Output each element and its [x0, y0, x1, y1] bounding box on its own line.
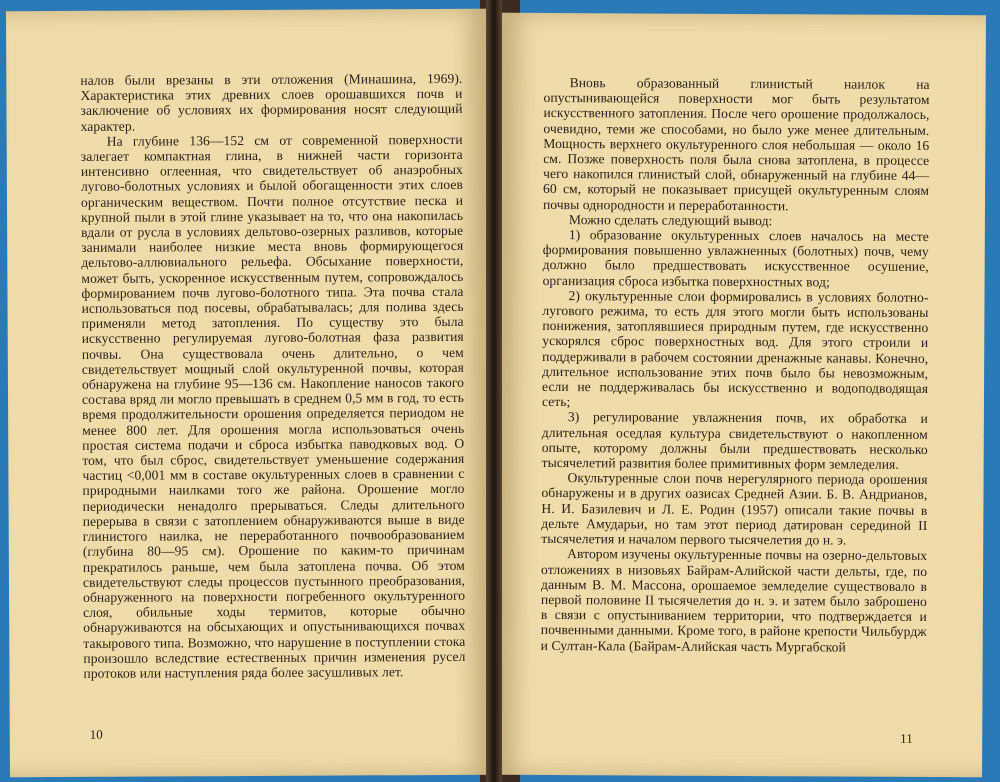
right-paragraph: 3) регулирование увлажнения почв, их обработка и длительная оседлая культура свидетельствуют о накопленном опыте, которому должны были предшествовать несколько тысячелетий развития более примитивных форм земледелия.: [541, 409, 928, 472]
right-paragraph: Автором изучены окультуренные почвы на озерно-дельтовых отложениях в низовьях Байрам-Алийской части дельты, где, по данным В. М. Массона, орошаемое земледелие существовало в первой половине II тысячелетия до н. э. и затем было заброшено в связи с опустыниванием территории, что подтверждается и почвенными данными. Кроме того, в районе крепости Чильбурдж и Султан-Кала (Байрам-Алийская часть Мургабской: [540, 546, 928, 655]
right-page: [496, 13, 986, 778]
page-number-left: 10: [89, 726, 103, 742]
left-paragraph: налов были врезаны в эти отложения (Минашина, 1969). Характеристика этих древних слоев орошавшихся почв и заключение об условиях их формирования носят следующий характер.: [80, 70, 463, 134]
left-page-text: [80, 71, 465, 681]
left-paragraph: На глубине 136—152 см от современной поверхности залегает компактная глина, в нижней части горизонта интенсивно оглеенная, что свидетельствует об анаэробных лугово-болотных условиях и былой обогащенности этих слоев органическим веществом. Почти полное отсутствие песка и крупной пыли в этой глине указывает на то, что она накопилась вдали от русла в условиях дельтово-озерных разливов, которые занимали наиболее низкие места вновь формирующегося дельтово-аллювиального рельефа. Обсыхание поверхности, может быть, ускоренное искусственным путем, сопровождалось формированием почв лугово-болотного типа. Эта почва стала использоваться под посевы, обрабатывалась; для полива здесь применяли метод затопления. По существу это была искусственно регулируемая лугово-болотная фаза развития почвы. Она существовала очень длительно, о чем свидетельствует мощный слой окультуренной почвы, которая обнаружена на глубине 95—136 см. Накопление наносов такого состава вряд ли могло превышать в среднем 0,5 мм в год, то есть время продолжительности орошения определяется периодом не менее 800 лет. Для орошения могла использоваться очень простая система подачи и сброса избытка паводковых вод. О том, что был сброс, свидетельствует уменьшение содержания частиц <0,001 мм в составе окультуренных слоев в сравнении с природными наилками того же района. Орошение могло периодически ненадолго прерываться. Следы длительного перерыва в связи с затоплением обнаруживаются выше в виде глинистого наилка, не переработанного почвообразованием (глубина 80—95 см). Орошение по каким-то причинам прекратилось раньше, чем была затоплена почва. Об этом свидетельствуют следы процессов пустынного преобразования, обнаруженного на поверхности погребенного окультуренного слоя, обильные ходы термитов, которые обычно обнаруживаются на обсыхающих и опустынивающихся почвах такырового типа. Возможно, что нарушение в поступлении стока произошло вследствие естественных причин изменения русел протоков или наступления ряда более засушливых лет.: [80, 131, 466, 681]
right-paragraph: 1) образование окультуренных слоев началось на месте формирования повышенно увлажненных (болотных) почв, чему должно было предшествовать искусственное осушение, организация сброса избытка поверхностных вод;: [542, 227, 929, 290]
right-paragraph: Вновь образованный глинистый наилок на опустынивающейся поверхности мог быть результатом искусственного затопления. После чего орошение продолжалось, очевидно, теми же способами, но было уже менее длительным. Мощность верхнего окультуренного слоя небольшая — около 16 см. Позже поверхность поля была снова затоплена, в процессе чего накопился глинистый слой, обнаруженный на глубине 44—60 см, который не показывает присущей окультуренным слоям почвы однородности и переработанности.: [542, 75, 930, 213]
right-paragraph: Можно сделать следующий вывод:: [568, 211, 773, 228]
right-paragraph: 2) окультуренные слои формировались в условиях болотно-лугового режима, то есть для этого могли быть использованы понижения, затоплявшиеся природным путем, где искусственно ускорялся сброс поверхностных вод. Для этого строили и поддерживали в рабочем состоянии дренажные канавы. Конечно, длительное использование этих почв было бы невозможным, если не поддерживалась бы искусственно и водоподводящая сеть;: [541, 287, 929, 410]
left-page: [6, 9, 492, 778]
book-gutter: [486, 0, 502, 782]
page-number-right: 11: [900, 730, 913, 746]
right-page-text: [541, 75, 930, 655]
right-paragraph: Окультуренные слои почв нерегулярного периода орошения обнаружены и в других оазисах Средней Азии. Б. В. Андрианов, Н. И. Базилевич и Л. Е. Родин (1957) описали такие почвы в дельте Амударьи, но там этот период датирован серединой II тысячелетия и началом первого тысячелетия до н. э.: [541, 470, 928, 548]
